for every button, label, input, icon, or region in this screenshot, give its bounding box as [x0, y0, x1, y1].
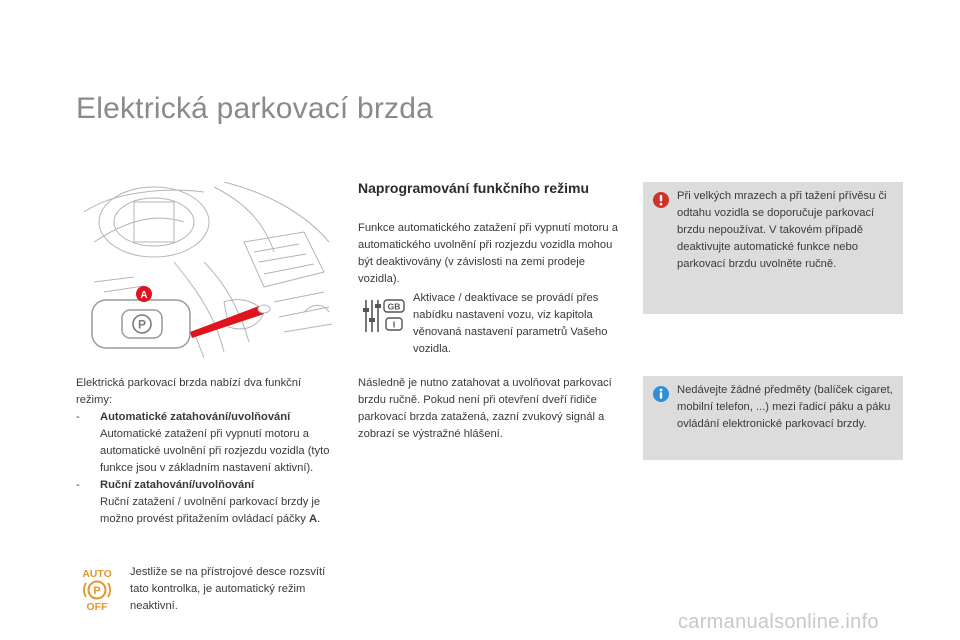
mode-item: [76, 409, 338, 477]
section-heading: Naprogramování funkčního režimu: [358, 180, 590, 196]
mode-title: Ruční zatahování/uvolňování: [100, 479, 255, 491]
marker-a-label: A: [140, 290, 148, 301]
mode-title: Automatické zatahování/uvolňování: [100, 411, 291, 423]
info-text: Nedávejte žádné předměty (balíček cigaret, mobilní telefon, ...) mezi řadicí páku a páku ovládání elektronické parkovací brzdy.: [677, 384, 893, 430]
info-box: [643, 376, 903, 460]
warning-icon: [653, 192, 669, 208]
auto-off-text: Jestliže se na přístrojové desce rozsvítí tato kontrolka, je automatický režim neaktivní.: [130, 566, 326, 612]
page-title: Elektrická parkovací brzda: [76, 92, 434, 125]
mode-text: Ruční zatažení / uvolnění parkovací brzdy je možno provést přitažením ovládací páčky: [100, 496, 321, 525]
mode-text: Automatické zatažení při vypnutí motoru a automatické uvolnění při rozjezdu vozidla (tyto funkce jsou v základním nastavení aktivní).: [100, 428, 330, 474]
settings-icon-label: GB: [387, 301, 401, 312]
modes-section: [76, 375, 338, 528]
watermark: carmanualsonline.info: [678, 611, 879, 633]
mode-text-wrap: [100, 494, 338, 528]
lever-ref: A: [308, 513, 318, 525]
programming-text: Funkce automatického zatažení při vypnutí motoru a automatického uvolnění při rozjezdu vozidla mohou být deaktivovány (v závislosti na zemi prodeje vozidla).: [358, 222, 618, 285]
settings-icon-sub: I: [392, 319, 396, 330]
intro-text: Elektrická parkovací brzda nabízí dva funkční režimy:: [76, 377, 302, 406]
activation-text: Aktivace / deaktivace se provádí přes nabídku nastavení vozu, viz kapitola věnovaná nastavení parametrů Vašeho vozidla.: [413, 292, 608, 355]
warning-text: Při velkých mrazech a při tažení přívěsu či odtahu vozidla se doporučuje parkovací brzdu nepoužívat. V takovém případě deaktivujte automatické funkce nebo parkovací brzdu uvolněte ručně.: [677, 190, 887, 270]
manual-operation-text: Následně je nutno zatahovat a uvolňovat parkovací brzdu ručně. Pokud není při otevření dveří řidiče parkovací brzda zatažená, zazní zvukový signál a zobrazí se výstražné hlášení.: [358, 377, 612, 440]
list-dash: -: [76, 411, 80, 423]
info-icon: [653, 386, 669, 402]
warning-box: [643, 182, 903, 314]
auto-off-icon-mid: P: [93, 585, 101, 597]
svg-text:P: P: [137, 317, 147, 332]
parking-brake-illustration: [74, 182, 336, 358]
auto-off-icon-bottom: OFF: [86, 601, 108, 612]
auto-off-icon-top: AUTO: [82, 568, 112, 580]
auto-off-warning-icon: [80, 566, 114, 612]
mode-text-end: .: [317, 513, 321, 525]
mode-item: [76, 477, 338, 528]
settings-menu-icon: [362, 298, 406, 334]
list-dash: -: [76, 479, 80, 491]
